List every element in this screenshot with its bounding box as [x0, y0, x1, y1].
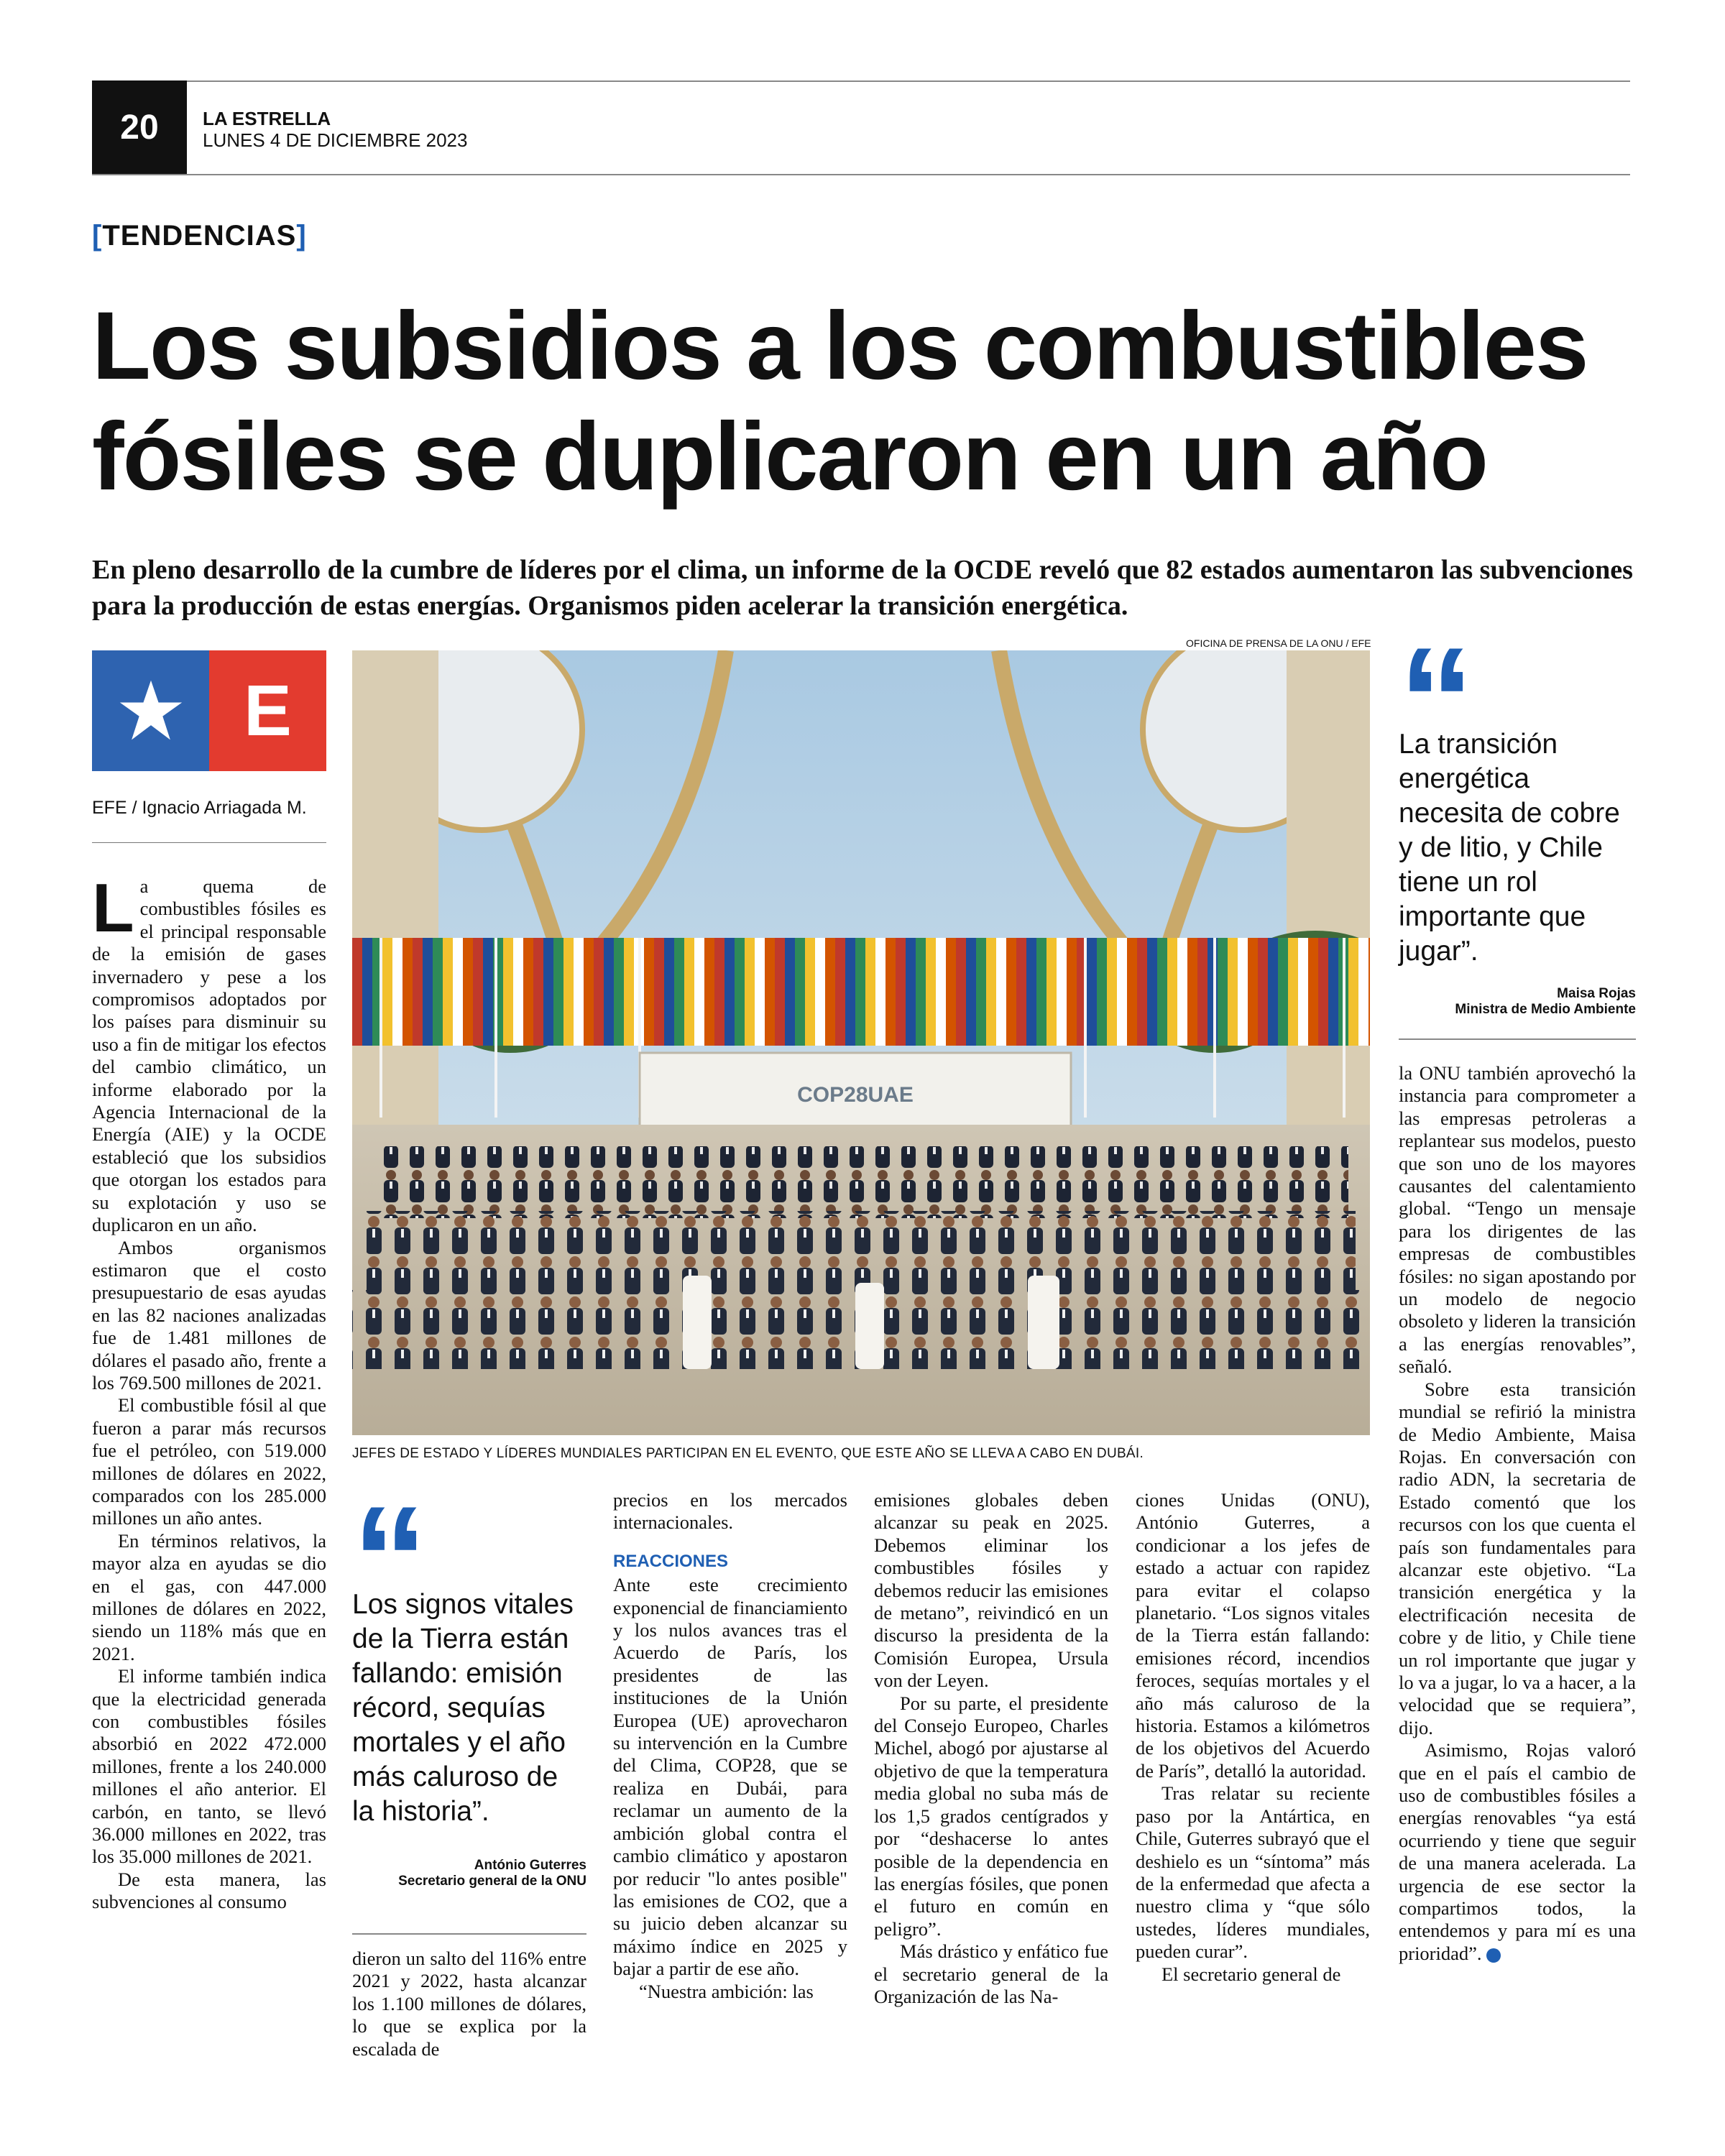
paragraph: Por su parte, el presidente del Consejo Europeo, Charles Michel, abogó por ajustarse al objetivo de que la temperatura media global no suba más de los 1,5 grados centígrados y por “deshacerse lo antes posible de la dependencia en las energías fósiles, que ponen el futuro en común en peligro”.	[874, 1692, 1108, 1940]
page-number: 20	[92, 80, 187, 174]
article-column-4	[874, 1489, 1108, 2008]
byline-rule	[92, 842, 326, 843]
paragraph: dieron un salto del 116% entre 2021 y 2022, hasta alcanzar los 1.100 millones de dólares, lo que se explica por la escalada de	[352, 1948, 586, 2060]
paragraph: Tras relatar su reciente paso por la Antártica, en Chile, Guterres subrayó que el deshielo es un “síntoma” más de la enfermedad que afecta a nuestro clima y “que sólo ustedes, líderes mundiales, pueden curar”.	[1136, 1782, 1370, 1963]
paragraph: Más drástico y enfático fue el secretario general de la Organización de las Na-	[874, 1940, 1108, 2007]
article-column-6	[1399, 1062, 1636, 1965]
quote-mark-icon	[1399, 647, 1636, 726]
byline: EFE / Ignacio Arriagada M.	[92, 798, 307, 818]
lead-paragraph: La quema de combustibles fósiles es el principal responsable de la emisión de gases invernadero y pese a los compromisos adoptados por los países para disminuir su uso a fin de mitigar los efectos del cambio climático, un informe elaborado por la Agencia Internacional de la Energía (AIE) y la OCDE estableció que los subsidios que otorgan los estados para su explotación y uso se duplicaron en un año.	[92, 870, 326, 1236]
paragraph: Ambos organismos estimaron que el costo presupuestario de esas ayudas en las 82 naciones analizadas fue de 1.481 millones de dólares el pasado año, frente a los 769.500 millones de 2021.	[92, 1236, 326, 1393]
quote-author-role: Ministra de Medio Ambiente	[1455, 1002, 1636, 1017]
deck: En pleno desarrollo de la cumbre de líderes por el clima, un informe de la OCDE reveló que 82 estados aumentaron las subvenciones para la producción de estas energías. Organismos piden acelerar la transición energética.	[92, 555, 1633, 621]
summit-photo	[352, 650, 1370, 1435]
paragraph: El informe también indica que la electricidad generada con combustibles fósiles absorbió en 2022 472.000 millones, frente a los 240.000 millones el año anterior. El carbón, en tanto, se llevó 36.000 millones en 2022, tras los 35.000 millones de 2021.	[92, 1665, 326, 1868]
quote-text: La transición energética necesita de cobre y de litio, y Chile tiene un rol importante que jugar”.	[1399, 729, 1620, 967]
paragraph: Asimismo, Rojas valoró que en el país el cambio de uso de combustibles fósiles a energías renovables “ya está ocurriendo y tiene que seguir de una manera acelerada. La urgencia de ese sector la compartimos todos, la entendemos y para mí es una prioridad”. ✪	[1399, 1739, 1636, 1964]
subhead-reacciones: REACCIONES	[613, 1551, 729, 1571]
paragraph: El secretario general de	[1162, 1963, 1341, 1985]
photo-credit: OFICINA DE PRENSA DE LA ONU / EFE	[1186, 637, 1371, 649]
publication-date: LUNES 4 DE DICIEMBRE 2023	[203, 129, 468, 151]
newspaper-logo	[92, 650, 326, 771]
paragraph: precios en los mercados internacionales.	[613, 1489, 847, 1534]
logo-letter: E	[209, 650, 326, 771]
article-column-1	[92, 870, 326, 1914]
paragraph: De esta manera, las subvenciones al consumo	[92, 1868, 326, 1913]
cop28-backdrop-label: COP28UAE	[797, 1083, 914, 1107]
article-column-5	[1136, 1489, 1370, 1986]
quote-rule	[352, 1933, 586, 1935]
quote-mark-icon	[352, 1506, 586, 1585]
paragraph: Ante este crecimiento exponencial de financiamiento y los nulos avances tras el Acuerdo de París, los presidentes de las instituciones de la Unión Europea (UE) aprovecharon su intervención en la Cumbre del Clima, COP28, que se realiza en Dubái, para reclamar un aumento de la ambición global contra el cambio climático y apostaron por reducir "lo antes posible" las emisiones de CO2, que a su juicio deben alcanzar su máximo índice en 2025 y bajar a partir de ese año.	[613, 1574, 847, 1980]
top-rule	[92, 80, 1630, 82]
header-rule	[92, 174, 1630, 175]
publication-name: LA ESTRELLA	[203, 108, 331, 129]
star-icon	[92, 650, 209, 771]
section-tag: [TENDENCIAS]	[92, 220, 307, 252]
paragraph: El combustible fósil al que fueron a parar más recursos fue el petróleo, con 519.000 millones de dólares en 2022, comparados con los 285.000 millones un año antes.	[92, 1394, 326, 1529]
article-column-2	[352, 1948, 586, 2060]
end-of-article-icon: ✪	[1486, 1948, 1501, 1963]
paragraph: emisiones globales deben alcanzar su peak en 2025. Debemos eliminar los combustibles fósiles y debemos reducir las emisiones de metano”, reivindicó en un discurso la presidenta de la Comisión Europea, Ursula von der Leyen.	[874, 1489, 1108, 1692]
paragraph: Sobre esta transición mundial se refirió la ministra de Medio Ambiente, Maisa Rojas. En conversación con radio ADN, la secretaria de Estado comentó que los recursos con los que cuenta el país son fundamentales para alcanzar este objetivo. “La transición energética y la electrificación necesita de cobre y de litio, y Chile tiene un rol importante que jugar y lo va a jugar, lo va a hacer, a la velocidad que se requiera”, dijo.	[1399, 1378, 1636, 1738]
quote-rule	[1399, 1038, 1636, 1040]
article-column-3	[613, 1489, 847, 2003]
paragraph: “Nuestra ambición: las	[639, 1980, 814, 2002]
paragraph: ciones Unidas (ONU), António Guterres, a condicionar a los jefes de estado a actuar con rapidez para evitar el colapso planetario. “Los signos vitales de la Tierra están fallando: emisiones récord, incendios feroces, sequías mortales y el año más caluroso de la historia. Estamos a kilómetros de los objetivos del Acuerdo de París”, detalló la autoridad.	[1136, 1489, 1370, 1782]
photo-caption: JEFES DE ESTADO Y LÍDERES MUNDIALES PARTICIPAN EN EL EVENTO, QUE ESTE AÑO SE LLEVA A CABO EN DUBÁI.	[352, 1446, 1144, 1461]
quote-text: Los signos vitales de la Tierra están fallando: emisión récord, sequías mortales y el año más caluroso de la historia”.	[352, 1589, 574, 1827]
quote-author-name: Maisa Rojas	[1557, 986, 1636, 1001]
pull-quote-guterres	[352, 1506, 586, 1889]
paragraph: En términos relativos, la mayor alza en ayudas se dio en el gas, con 447.000 millones de dólares en 2022, siendo un 118% más que en 2021.	[92, 1529, 326, 1664]
drop-cap: L	[92, 870, 134, 946]
quote-author-name: António Guterres	[474, 1858, 586, 1873]
headline: Los subsidios a los combustibles fósiles se duplicaron en un año	[92, 292, 1588, 510]
paragraph: la ONU también aprovechó la instancia para comprometer a las empresas petroleras a replantear sus modelos, puesto que son uno de los mayores causantes del calentamiento global. “Tengo un mensaje para los dirigentes de las empresas de combustibles fósiles: no sigan apostando por un modelo de negocio obsoleto y lideren la transición a las energías renovables”, señaló.	[1399, 1062, 1636, 1378]
quote-author-role: Secretario general de la ONU	[398, 1874, 586, 1889]
pull-quote-rojas	[1399, 647, 1636, 1018]
